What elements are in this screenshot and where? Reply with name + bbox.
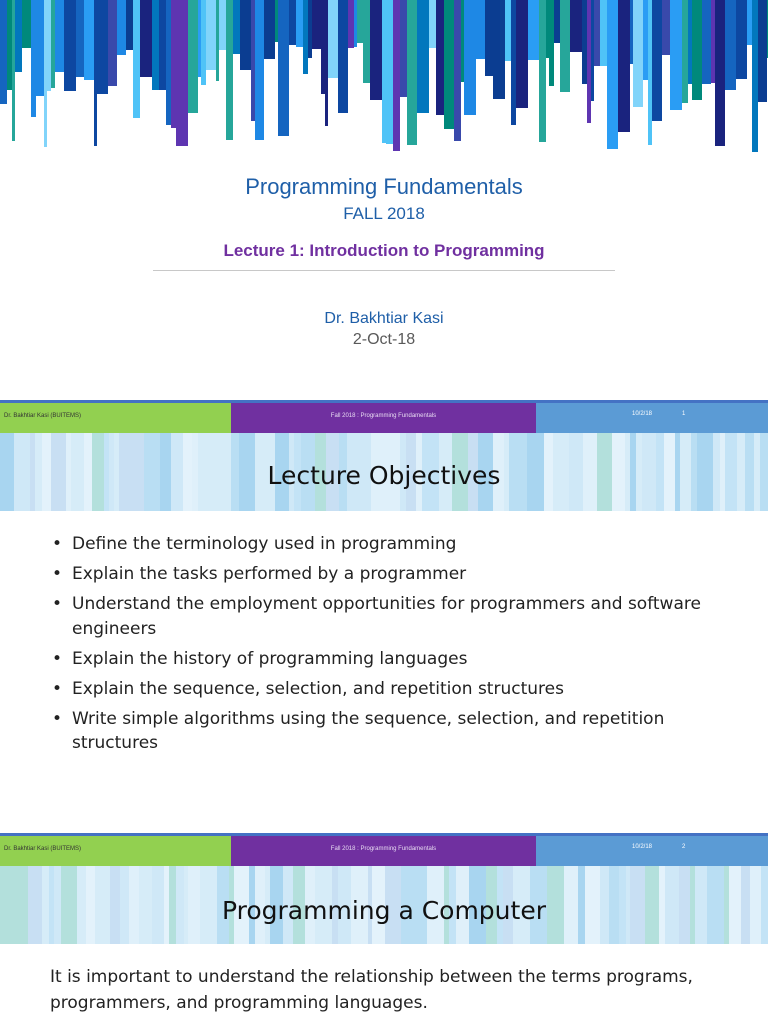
decorative-stripe (476, 0, 485, 59)
bullet-icon: • (52, 708, 63, 729)
decorative-stripe (296, 0, 303, 47)
decorative-stripe (166, 0, 171, 125)
decorative-stripe (255, 0, 264, 140)
decorative-stripe (251, 0, 255, 121)
decorative-stripe (747, 0, 752, 45)
decorative-stripe (505, 0, 511, 61)
decorative-stripe (289, 0, 296, 45)
list-item-text: Understand the employment opportunities for programmers and software engineers (72, 594, 701, 639)
decorative-stripe (64, 0, 76, 91)
list-item-text: Define the terminology used in programming (72, 534, 457, 554)
list-item (48, 532, 728, 557)
bullet-icon: • (52, 678, 63, 699)
decorative-stripe (715, 0, 725, 146)
decorative-stripe (325, 0, 328, 126)
list-item-text: Write simple algorithms using the sequence, selection, and repetition structures (72, 708, 665, 753)
decorative-stripe (328, 0, 338, 78)
decorative-stripe (429, 0, 436, 48)
decorative-stripe (51, 0, 55, 88)
decorative-stripe (560, 0, 570, 92)
decorative-stripe (382, 0, 386, 143)
decorative-stripe (198, 0, 201, 77)
decorative-stripe (226, 0, 233, 140)
decorative-stripe (393, 0, 400, 151)
decorative-stripes-banner (0, 0, 768, 160)
decorative-stripe (108, 0, 117, 86)
decorative-stripe (461, 0, 464, 82)
decorative-stripe (216, 0, 219, 81)
decorative-stripe (15, 0, 22, 72)
decorative-stripe (386, 0, 393, 144)
decorative-stripe (36, 0, 44, 96)
decorative-stripe (554, 0, 560, 43)
decorative-stripe (670, 0, 682, 110)
lecture-title: Lecture 1: Introduction to Programming (223, 241, 545, 260)
slide-header-band (0, 866, 768, 944)
decorative-stripe (485, 0, 493, 76)
decorative-stripe (528, 0, 539, 60)
decorative-stripe (219, 0, 226, 50)
footer-date: 10/2/18 (632, 411, 653, 417)
decorative-stripe (94, 0, 97, 146)
decorative-stripe (22, 0, 31, 48)
decorative-stripe (12, 0, 15, 141)
decorative-stripe (206, 0, 216, 70)
footer-author: Dr. Bakhtiar Kasi (BUITEMS) (0, 403, 231, 433)
footer-page-number: 2 (682, 844, 686, 850)
slide-body-text: It is important to understand the relationship between the terms programs, programmers, and programming languages. (50, 967, 693, 1013)
decorative-stripe (692, 0, 702, 100)
decorative-stripe (652, 0, 662, 121)
decorative-stripe (648, 0, 652, 145)
list-item (48, 707, 728, 756)
decorative-stripe (633, 0, 643, 107)
lecture-date: 2-Oct-18 (352, 331, 416, 348)
decorative-stripe (582, 0, 587, 84)
decorative-stripe (76, 0, 84, 77)
decorative-stripe (188, 0, 198, 113)
decorative-stripe (454, 0, 461, 141)
decorative-stripe (240, 0, 251, 70)
footer-author: Dr. Bakhtiar Kasi (BUITEMS) (0, 836, 231, 866)
decorative-stripe (176, 0, 188, 146)
decorative-stripe (363, 0, 370, 83)
decorative-stripe (55, 0, 64, 72)
bullet-icon: • (52, 648, 63, 669)
decorative-stripe (7, 0, 12, 90)
list-item (48, 677, 728, 702)
decorative-stripe (370, 0, 382, 100)
decorative-stripe (711, 0, 715, 83)
decorative-stripe (702, 0, 711, 84)
slide-footer-1 (0, 403, 768, 433)
decorative-stripe (570, 0, 582, 52)
decorative-stripe (308, 0, 312, 58)
decorative-stripe (618, 0, 630, 132)
bullet-icon: • (52, 594, 63, 614)
decorative-stripe (591, 0, 594, 101)
decorative-stripe (152, 0, 159, 90)
footer-meta (536, 403, 768, 433)
decorative-stripe (539, 0, 546, 142)
decorative-stripe (171, 0, 176, 128)
decorative-stripe (725, 0, 736, 90)
decorative-stripe (607, 0, 618, 149)
decorative-stripe (44, 0, 47, 147)
decorative-stripe (516, 0, 528, 108)
decorative-stripe (354, 0, 357, 47)
bullet-icon: • (52, 534, 63, 554)
decorative-stripe (201, 0, 206, 85)
slide-heading: Lecture Objectives (267, 461, 501, 490)
decorative-stripe (682, 0, 688, 103)
decorative-stripe (47, 0, 51, 91)
list-item-text: Explain the sequence, selection, and repetition structures (72, 678, 564, 699)
decorative-stripe (140, 0, 152, 77)
decorative-stripe (133, 0, 140, 118)
footer-meta (536, 836, 768, 866)
decorative-stripe (117, 0, 126, 55)
footer-page-number: 1 (682, 411, 686, 417)
decorative-stripe (546, 0, 549, 58)
decorative-stripe (303, 0, 308, 74)
decorative-stripe (436, 0, 444, 115)
decorative-stripe (84, 0, 94, 80)
slide-footer-2 (0, 836, 768, 866)
course-title: Programming Fundamentals (245, 174, 523, 199)
decorative-stripe (338, 0, 348, 113)
decorative-stripe (587, 0, 591, 123)
footer-date: 10/2/18 (632, 844, 653, 850)
decorative-stripe (278, 0, 289, 136)
decorative-stripe (275, 0, 278, 42)
decorative-stripe (264, 0, 275, 59)
decorative-stripe (348, 0, 354, 48)
decorative-stripe (594, 0, 600, 66)
decorative-stripe (407, 0, 417, 145)
title-divider (153, 270, 615, 271)
decorative-stripe (126, 0, 133, 50)
decorative-stripe (688, 0, 692, 84)
decorative-stripe (493, 0, 505, 99)
decorative-stripe (233, 0, 240, 54)
decorative-stripe (549, 0, 554, 86)
decorative-stripe (464, 0, 476, 115)
decorative-stripe (643, 0, 648, 80)
list-item (48, 647, 728, 672)
list-item-text: Explain the history of programming languages (72, 648, 468, 669)
decorative-stripe (312, 0, 321, 49)
decorative-stripe (0, 0, 7, 104)
decorative-stripe (736, 0, 747, 79)
decorative-stripe (752, 0, 758, 152)
list-item (48, 562, 728, 587)
list-item-text: Explain the tasks performed by a programmer (72, 564, 467, 584)
footer-course: Fall 2018 : Programming Fundamentals (231, 403, 536, 433)
decorative-stripe (159, 0, 166, 90)
decorative-stripe (400, 0, 407, 97)
title-slide (0, 0, 768, 404)
decorative-stripe (511, 0, 516, 125)
bullet-icon: • (52, 564, 63, 584)
list-item (48, 592, 728, 641)
decorative-stripe (321, 0, 325, 94)
slide-heading: Programming a Computer (222, 896, 546, 925)
decorative-stripe (758, 0, 767, 102)
decorative-stripe (417, 0, 429, 113)
decorative-stripe (600, 0, 607, 66)
decorative-stripe (662, 0, 670, 55)
course-term: FALL 2018 (343, 204, 425, 223)
decorative-stripe (97, 0, 108, 94)
decorative-stripe (31, 0, 36, 117)
decorative-stripe (357, 0, 363, 43)
title-block (0, 172, 768, 351)
decorative-stripe (630, 0, 633, 64)
footer-course: Fall 2018 : Programming Fundamentals (231, 836, 536, 866)
decorative-stripe (444, 0, 454, 129)
author-name: Dr. Bakhtiar Kasi (324, 310, 444, 327)
slide-header-band (0, 433, 768, 511)
objectives-list (48, 532, 728, 761)
